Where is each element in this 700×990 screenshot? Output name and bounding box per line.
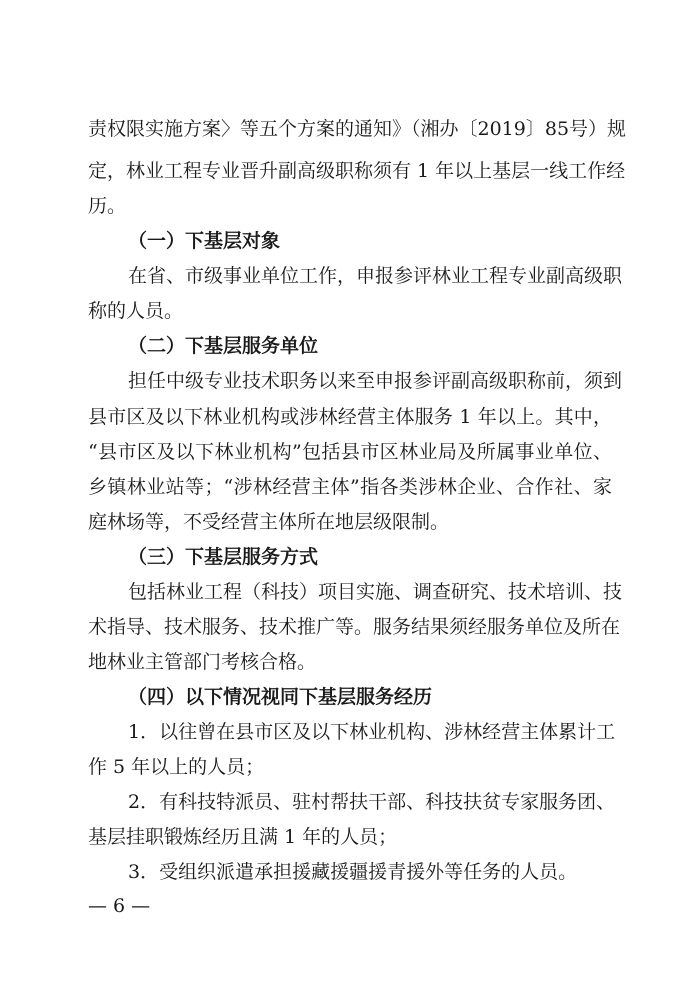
list-item-1: 1．以往曾在县市区及以下林业机构、涉林经营主体累计工: [128, 721, 616, 743]
section-heading-2: （二）下基层服务单位: [128, 335, 319, 357]
body-text-line: 包括林业工程（科技）项目实施、调查研究、技术培训、技: [128, 581, 623, 603]
body-text-line: 乡镇林业站等；“涉林经营主体”指各类涉林企业、合作社、家: [88, 476, 612, 498]
body-text-line: 在省、市级事业单位工作，申报参评林业工程专业副高级职: [128, 265, 623, 287]
body-text-line: 历。: [88, 195, 127, 217]
list-item-3: 3．受组织派遣承担援藏援疆援青援外等任务的人员。: [128, 861, 578, 883]
section-heading-1: （一）下基层对象: [128, 230, 281, 252]
list-item-2: 2．有科技特派员、驻村帮扶干部、科技扶贫专家服务团、: [128, 791, 616, 813]
body-text-line: 称的人员。: [88, 300, 184, 322]
section-heading-4: （四）以下情况视同下基层服务经历: [128, 686, 433, 708]
section-heading-3: （三）下基层服务方式: [128, 546, 319, 568]
body-text-line: 县市区及以下林业机构或涉林经营主体服务 1 年以上。其中，: [88, 406, 612, 428]
body-text-line: 庭林场等，不受经营主体所在地层级限制。: [88, 511, 450, 533]
body-text-line: 责权限实施方案〉等五个方案的通知》（湘办〔2019〕85号）规: [88, 118, 627, 140]
body-text-line: 作 5 年以上的人员；: [88, 756, 265, 778]
body-text-line: “县市区及以下林业机构”包括县市区林业局及所属事业单位、: [88, 441, 612, 463]
body-text-line: 术指导、技术服务、技术推广等。服务结果须经服务单位及所在: [88, 616, 621, 638]
body-text-line: 定，林业工程专业晋升副高级职称须有 1 年以上基层一线工作经: [88, 160, 626, 182]
body-text-line: 担任中级专业技术职务以来至申报参评副高级职称前，须到: [128, 370, 623, 392]
body-text-line: 基层挂职锻炼经历且满 1 年的人员；: [88, 826, 398, 848]
page-number: — 6 —: [88, 895, 151, 917]
body-text-line: 地林业主管部门考核合格。: [88, 651, 317, 673]
